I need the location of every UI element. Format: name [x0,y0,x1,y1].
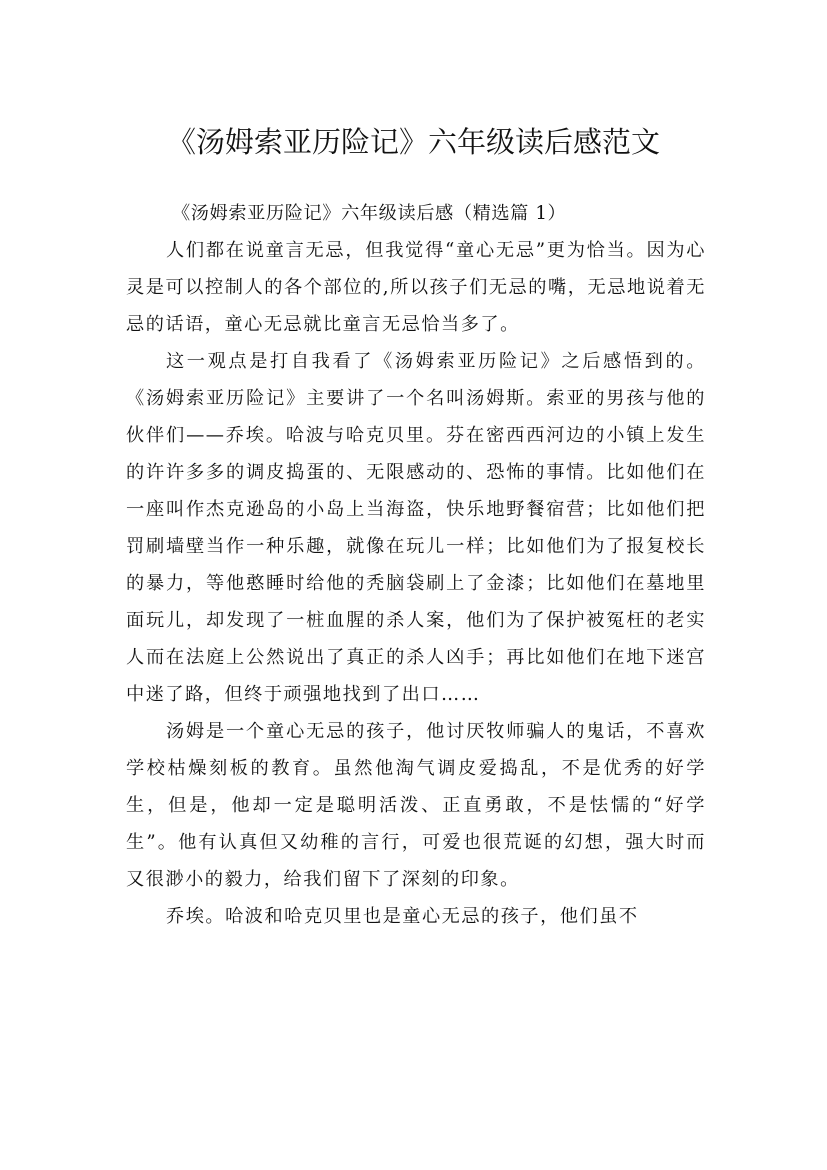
paragraph-4: 乔埃。哈波和哈克贝里也是童心无忌的孩子，他们虽不 [166,906,639,927]
paragraph-2: 这一观点是打自我看了《汤姆索亚历险记》之后感悟到的。《汤姆索亚历险记》主要讲了一个名叫汤姆斯。索亚的男孩与他的伙伴们——乔埃。哈波与哈克贝里。芬在密西西河边的小镇上发生的许许多多的调皮捣蛋的、无限感动的、恐怖的事情。比如他们在一座叫作杰克逊岛的小岛上当海盗，快乐地野餐宿营；比如他们把罚刷墙壁当作一种乐趣，就像在玩儿一样；比如他们为了报复校长的暴力，等他憨睡时给他的秃脑袋刷上了金漆；比如他们在墓地里面玩儿，却发现了一桩血腥的杀人案，他们为了保护被冤枉的老实人而在法庭上公然说出了真正的杀人凶手；再比如他们在地下迷宫中迷了路，但终于顽强地找到了出口…… [126,351,706,705]
paragraph-1: 人们都在说童言无忌，但我觉得“童心无忌”更为恰当。因为心灵是可以控制人的各个部位的,所以孩子们无忌的嘴，无忌地说着无忌的话语，童心无忌就比童言无忌恰当多了。 [126,240,706,335]
section-heading: 《汤姆索亚历险记》六年级读后感（精选篇 1） [172,203,567,224]
document-body [126,195,706,935]
document-title: 《汤姆索亚历险记》六年级读后感范文 [166,125,660,160]
paragraph-3: 汤姆是一个童心无忌的孩子，他讨厌牧师骗人的鬼话，不喜欢学校枯燥刻板的教育。虽然他淘气调皮爱捣乱，不是优秀的好学生，但是，他却一定是聪明活泼、正直勇敢，不是怯懦的“好学生”。他有认真但又幼稚的言行，可爱也很荒诞的幻想，强大时而又很渺小的毅力，给我们留下了深刻的印象。 [126,721,706,890]
